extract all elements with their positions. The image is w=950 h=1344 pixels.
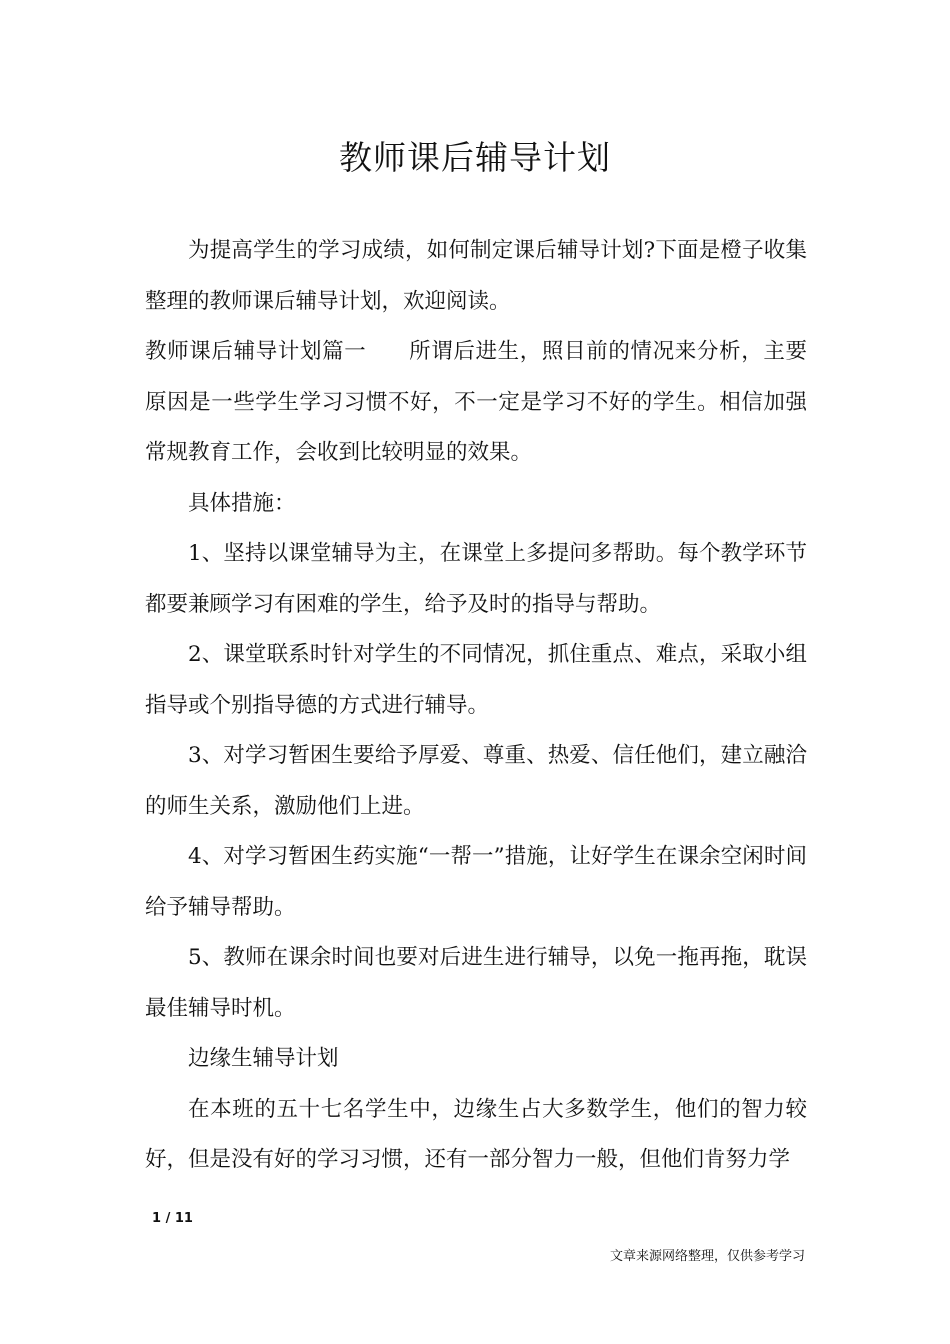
- section-paragraph: [145, 327, 807, 479]
- document-body: [145, 226, 807, 1186]
- section-heading: 教师课后辅导计划篇一: [145, 339, 367, 364]
- measure-item-2: 2、课堂联系时针对学生的不同情况，抓住重点、难点，采取小组指导或个别指导德的方式进行辅导。: [145, 642, 807, 718]
- intro-paragraph: 为提高学生的学习成绩，如何制定课后辅导计划?下面是橙子收集整理的教师课后辅导计划，欢迎阅读。: [145, 238, 807, 314]
- edge-paragraph: 在本班的五十七名学生中，边缘生占大多数学生，他们的智力较好，但是没有好的学习习惯，还有一部分智力一般，但他们肯努力学: [145, 1096, 807, 1172]
- measure-item-5: 5、教师在课余时间也要对后进生进行辅导，以免一拖再拖，耽误最佳辅导时机。: [145, 945, 807, 1021]
- measure-item-3: 3、对学习暂困生要给予厚爱、尊重、热爱、信任他们，建立融洽的师生关系，激励他们上进。: [145, 743, 807, 819]
- edge-heading: 边缘生辅导计划: [188, 1046, 339, 1071]
- footer-note: 文章来源网络整理，仅供参考学习: [609, 1249, 805, 1264]
- measures-heading: 具体措施：: [188, 490, 296, 516]
- measure-item-4: 4、对学习暂困生药实施“一帮一”措施，让好学生在课余空闲时间给予辅导帮助。: [145, 844, 807, 920]
- page-number: 1 / 11: [152, 1211, 193, 1226]
- measure-item-1: 1、坚持以课堂辅导为主，在课堂上多提问多帮助。每个教学环节都要兼顾学习有困难的学生，给予及时的指导与帮助。: [145, 541, 807, 617]
- section-text: 所谓后进生，照目前的情况来分析，主要原因是一些学生学习习惯不好，不一定是学习不好的学生。相信加强常规教育工作，会收到比较明显的效果。: [145, 339, 807, 465]
- document-title: 教师课后辅导计划: [339, 138, 611, 177]
